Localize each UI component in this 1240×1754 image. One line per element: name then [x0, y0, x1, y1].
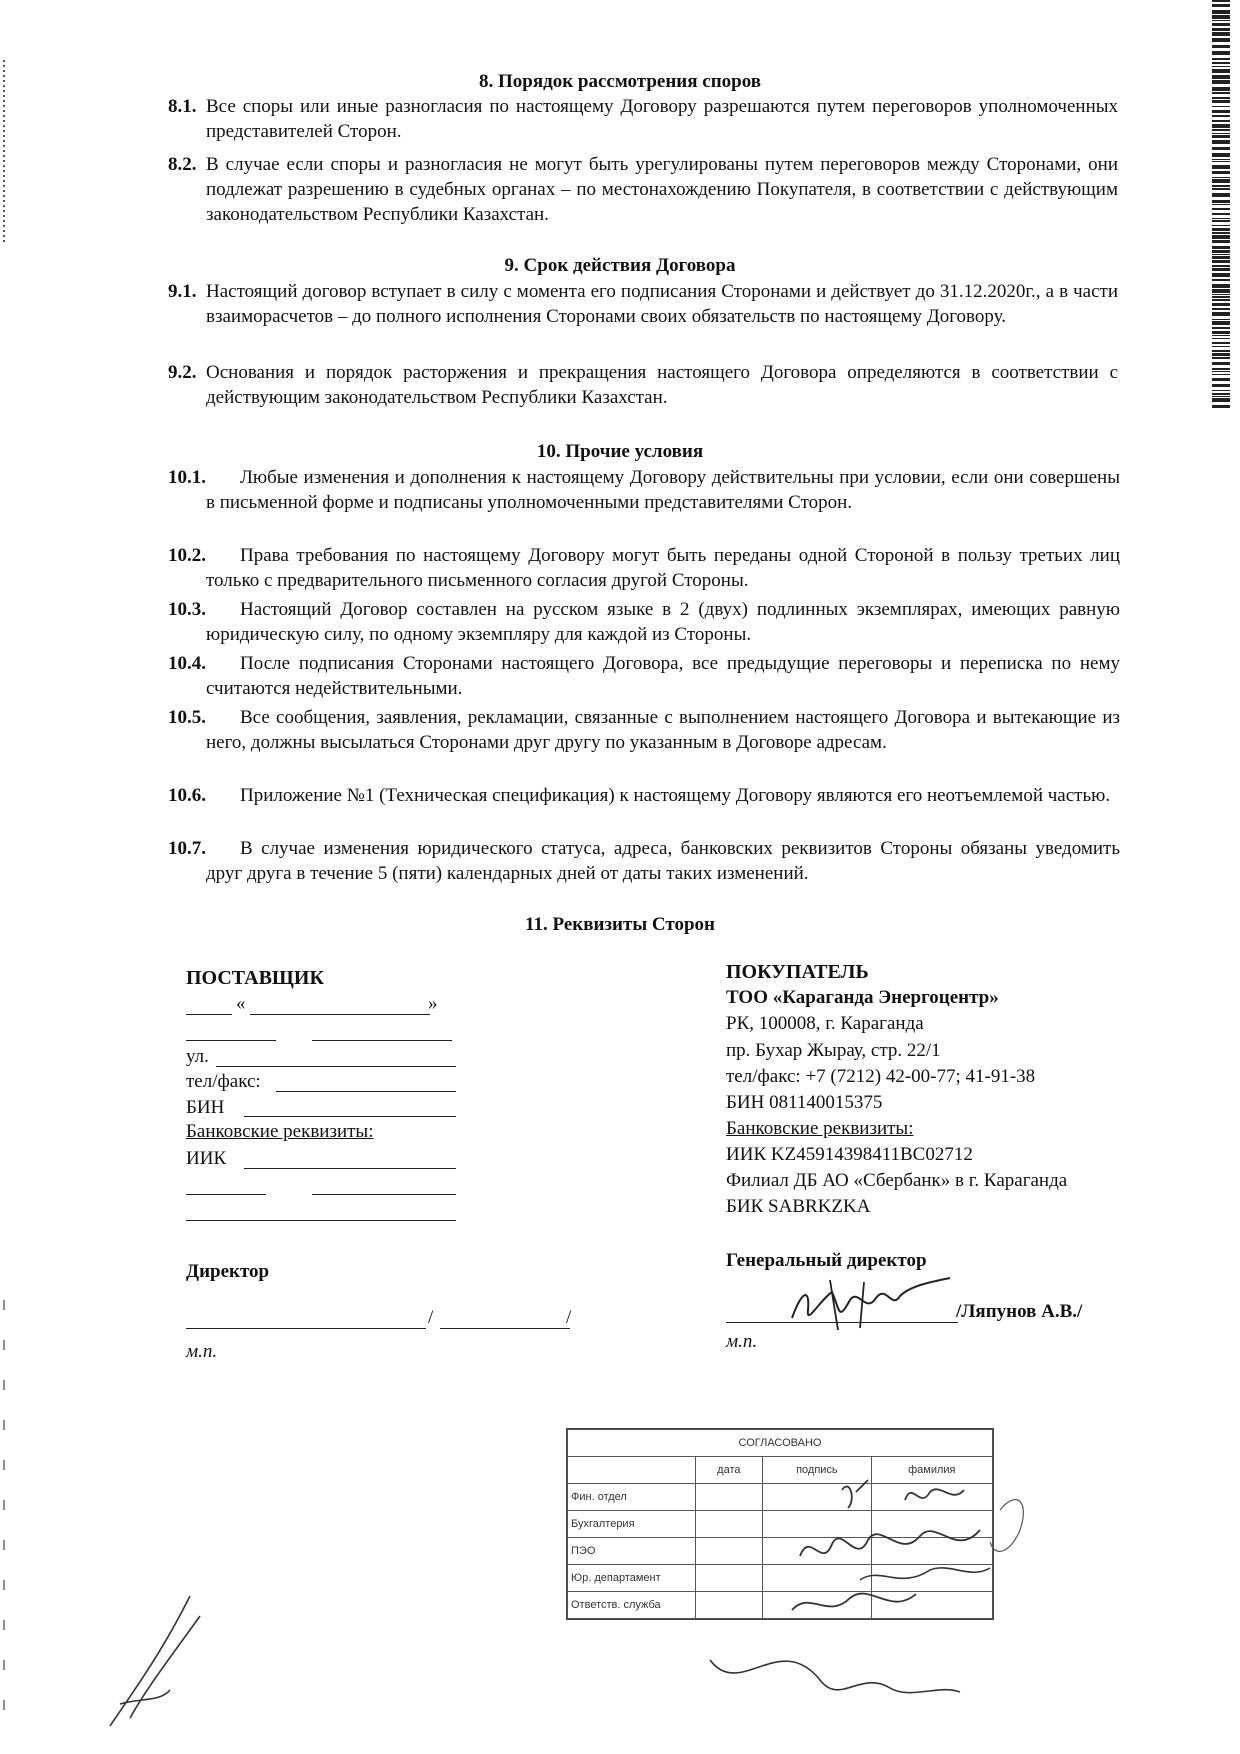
clause-10-7 — [168, 836, 1120, 886]
clause-number: 10.3. — [168, 599, 206, 620]
barcode-bar — [1212, 246, 1230, 249]
barcode — [1210, 0, 1232, 420]
clause-number: 10.7. — [168, 838, 206, 859]
buyer-address-2: пр. Бухар Жырау, стр. 22/1 — [726, 1040, 941, 1061]
quote-close: » — [428, 993, 438, 1014]
clause-text: Любые изменения и дополнения к настоящему Договору действительны при условии, если они совершены в письменной форме и подписаны уполномоченными представителями Сторон. — [206, 467, 1120, 513]
buyer-director-label: Генеральный директор — [726, 1250, 927, 1271]
underline — [312, 1040, 452, 1041]
barcode-bar — [1212, 250, 1230, 253]
director-signature — [780, 1270, 960, 1340]
stamp-row-label: Бухгалтерия — [568, 1511, 696, 1538]
barcode-bar — [1212, 225, 1230, 226]
underline — [244, 1116, 456, 1117]
clause-number: 8.2. — [168, 154, 197, 175]
barcode-bar — [1212, 204, 1230, 205]
barcode-bar — [1212, 28, 1230, 31]
clause-10-1 — [168, 465, 1120, 515]
barcode-bar — [1212, 342, 1230, 344]
underline — [276, 1091, 456, 1092]
barcode-bar — [1212, 303, 1230, 306]
slash: / — [428, 1307, 434, 1328]
clause-number: 10.2. — [168, 545, 206, 566]
barcode-bar — [1212, 346, 1230, 347]
clause-10-2 — [168, 543, 1120, 593]
barcode-bar — [1212, 357, 1230, 359]
barcode-bar — [1212, 279, 1230, 281]
barcode-bar — [1212, 289, 1230, 293]
barcode-bar — [1212, 294, 1230, 295]
clause-10-5 — [168, 705, 1120, 755]
margin-signature — [100, 1586, 220, 1736]
barcode-bar — [1212, 38, 1230, 42]
section-11-title: 11. Реквизиты Сторон — [525, 914, 715, 935]
clause-number: 8.1. — [168, 96, 197, 117]
barcode-bar — [1212, 327, 1230, 329]
underline — [216, 1066, 456, 1067]
supplier-seal-place: м.п. — [186, 1341, 218, 1362]
buyer-phone: тел/факс: +7 (7212) 42-00-77; 41-91-38 — [726, 1066, 1036, 1087]
barcode-bar — [1212, 124, 1230, 128]
section-8-title: 8. Порядок рассмотрения споров — [478, 71, 762, 92]
barcode-bar — [1212, 228, 1230, 231]
barcode-bar — [1212, 368, 1230, 370]
barcode-bar — [1212, 220, 1230, 222]
clause-text: Права требования по настоящему Договору могут быть переданы одной Стороной в пользу третьих лиц только с предварительного письменного согласия другой Стороны. — [206, 545, 1120, 591]
barcode-bar — [1212, 51, 1230, 55]
clause-text: Все споры или иные разногласия по настоящему Договору разрешаются путем переговоров уполномоченных представителей Сторон. — [206, 96, 1118, 142]
barcode-bar — [1212, 396, 1230, 397]
supplier-phone-label: тел/факс: — [186, 1071, 261, 1092]
barcode-bar — [1212, 159, 1230, 160]
stamp-row-label: Ответств. служба — [568, 1592, 696, 1619]
stamp-row-label: Юр. департамент — [568, 1565, 696, 1592]
barcode-bar — [1212, 338, 1230, 339]
buyer-heading: ПОКУПАТЕЛЬ — [726, 961, 869, 983]
stamp-row-label: ПЭО — [568, 1538, 696, 1565]
underline — [250, 1014, 430, 1015]
barcode-bar — [1212, 110, 1230, 113]
clause-text: Приложение №1 (Техническая спецификация) к настоящему Договору являются его неотъемлемой частью. — [240, 785, 1111, 806]
barcode-bar — [1212, 235, 1230, 239]
barcode-bar — [1212, 308, 1230, 310]
stamp-col: фамилия — [871, 1457, 992, 1484]
barcode-bar — [1212, 161, 1230, 162]
clause-10-3 — [168, 597, 1120, 647]
buyer-bin: БИН 081140015375 — [726, 1092, 883, 1113]
clause-8-1 — [168, 94, 1118, 144]
supplier-street-label: ул. — [186, 1046, 209, 1067]
barcode-bar — [1212, 331, 1230, 334]
clause-text: В случае если споры и разногласия не могут быть урегулированы путем переговоров между Сторонами, они подлежат разрешению в судебных органах – по местонахождению Покупателя, в соответствии с действующим законодательством Республики Казахстан. — [206, 154, 1118, 225]
clause-8-2 — [168, 152, 1118, 227]
barcode-bar — [1212, 240, 1230, 243]
stamp-row-label: Фин. отдел — [568, 1484, 696, 1511]
barcode-bar — [1212, 284, 1230, 288]
barcode-bar — [1212, 32, 1230, 36]
supplier-bank-label: Банковские реквизиты: — [186, 1121, 374, 1142]
barcode-bar — [1212, 58, 1230, 60]
buyer-company: ТОО «Караганда Энергоцентр» — [726, 987, 999, 1008]
clause-text: Основания и порядок расторжения и прекращения настоящего Договора определяются в соответствии с действующим законодательством Республики Казахстан. — [206, 362, 1118, 408]
buyer-address-1: РК, 100008, г. Караганда — [726, 1013, 924, 1034]
buyer-bik: БИК SABRKZKA — [726, 1196, 871, 1217]
underline — [312, 1194, 456, 1195]
underline — [186, 1220, 456, 1221]
barcode-bar — [1212, 350, 1230, 352]
clause-9-2 — [168, 360, 1118, 410]
barcode-bar — [1212, 185, 1230, 187]
stamp-title: СОГЛАСОВАНО — [568, 1430, 993, 1457]
barcode-bar — [1212, 312, 1230, 316]
buyer-seal-place: м.п. — [726, 1331, 758, 1352]
clause-text: Настоящий договор вступает в силу с момента его подписания Сторонами и действует до 31.12.2020г., а в части взаиморасчетов – до полного исполнения Сторонами своих обязательств по настоящему Договору. — [206, 281, 1118, 327]
barcode-bar — [1212, 165, 1230, 169]
clause-number: 10.1. — [168, 467, 206, 488]
underline — [244, 1168, 456, 1169]
barcode-bar — [1212, 398, 1230, 402]
clause-number: 10.6. — [168, 785, 206, 806]
barcode-bar — [1212, 405, 1230, 408]
barcode-bar — [1212, 120, 1230, 122]
barcode-bar — [1212, 193, 1230, 197]
barcode-bar — [1212, 147, 1230, 150]
barcode-bar — [1212, 15, 1230, 19]
supplier-heading: ПОСТАВЩИК — [186, 967, 324, 989]
clause-text: После подписания Сторонами настоящего Договора, все предыдущие переговоры и переписка по нему считаются недействительными. — [206, 653, 1120, 699]
barcode-bar — [1212, 213, 1230, 215]
supplier-iik-label: ИИК — [186, 1148, 227, 1169]
barcode-bar — [1212, 371, 1230, 372]
barcode-bar — [1212, 4, 1230, 7]
barcode-bar — [1212, 296, 1230, 298]
clause-number: 9.2. — [168, 362, 197, 383]
supplier-director-label: Директор — [186, 1261, 270, 1282]
clause-10-6 — [168, 783, 1120, 808]
barcode-bar — [1212, 20, 1230, 21]
barcode-bar — [1212, 208, 1230, 210]
clause-text: В случае изменения юридического статуса, адреса, банковских реквизитов Стороны обязаны уведомить друг друга в течение 5 (пяти) календарных дней от даты таких изменений. — [206, 838, 1120, 884]
underline — [186, 1194, 266, 1195]
barcode-bar — [1212, 299, 1230, 301]
barcode-bar — [1212, 129, 1230, 131]
barcode-bar — [1212, 0, 1230, 2]
clause-9-1 — [168, 279, 1118, 329]
barcode-bar — [1212, 106, 1230, 107]
buyer-bank-label: Банковские реквизиты: — [726, 1118, 914, 1139]
barcode-bar — [1212, 100, 1230, 103]
buyer-signatory: /Ляпунов А.В./ — [956, 1301, 1083, 1322]
barcode-bar — [1212, 179, 1230, 183]
barcode-bar — [1212, 378, 1230, 381]
underline — [186, 1014, 232, 1015]
barcode-bar — [1212, 393, 1230, 395]
barcode-bar — [1212, 140, 1230, 144]
supplier-bin-label: БИН — [186, 1097, 225, 1118]
barcode-bar — [1212, 321, 1230, 325]
signature-line — [440, 1328, 570, 1329]
buyer-iik: ИИК KZ45914398411BC02712 — [726, 1144, 973, 1165]
barcode-bar — [1212, 390, 1230, 391]
barcode-bar — [1212, 319, 1230, 320]
barcode-bar — [1212, 45, 1230, 48]
barcode-bar — [1212, 135, 1230, 138]
barcode-bar — [1212, 23, 1230, 26]
barcode-bar — [1212, 171, 1230, 174]
clause-text: Настоящий Договор составлен на русском языке в 2 (двух) подлинных экземплярах, имеющих равную юридическую силу, по одному экземпляру для каждой из Стороны. — [206, 599, 1120, 645]
barcode-bar — [1212, 115, 1230, 117]
barcode-bar — [1212, 374, 1230, 375]
quote-open: « — [236, 993, 246, 1014]
barcode-bar — [1212, 353, 1230, 356]
barcode-bar — [1212, 177, 1230, 178]
barcode-bar — [1212, 232, 1230, 234]
barcode-bar — [1212, 62, 1230, 64]
barcode-bar — [1212, 66, 1230, 67]
clause-10-4 — [168, 651, 1120, 701]
barcode-bar — [1212, 362, 1230, 365]
section-9-title: 9. Срок действия Договора — [504, 255, 736, 276]
stamp-col: дата — [695, 1457, 763, 1484]
barcode-bar — [1212, 200, 1230, 203]
barcode-bar — [1212, 218, 1230, 219]
approval-signatures — [560, 1470, 1040, 1730]
barcode-bar — [1212, 188, 1230, 190]
barcode-bar — [1212, 335, 1230, 336]
barcode-bar — [1212, 133, 1230, 134]
underline — [186, 1040, 276, 1041]
stamp-col: подпись — [763, 1457, 871, 1484]
barcode-bar — [1212, 10, 1230, 14]
barcode-bar — [1212, 153, 1230, 157]
clause-number: 10.5. — [168, 707, 206, 728]
barcode-bar — [1212, 384, 1230, 387]
clause-text: Все сообщения, заявления, рекламации, связанные с выполнением настоящего Договора и вытекающие из него, должны высылаться Сторонами друг другу по указанным в Договоре адресам. — [206, 707, 1120, 753]
slash: / — [566, 1307, 572, 1328]
section-10-title: 10. Прочие условия — [536, 441, 704, 462]
buyer-bank-branch: Филиал ДБ АО «Сбербанк» в г. Караганда — [726, 1170, 1068, 1191]
barcode-bar — [1212, 97, 1230, 99]
clause-number: 10.4. — [168, 653, 206, 674]
clause-number: 9.1. — [168, 281, 197, 302]
signature-line — [186, 1328, 426, 1329]
